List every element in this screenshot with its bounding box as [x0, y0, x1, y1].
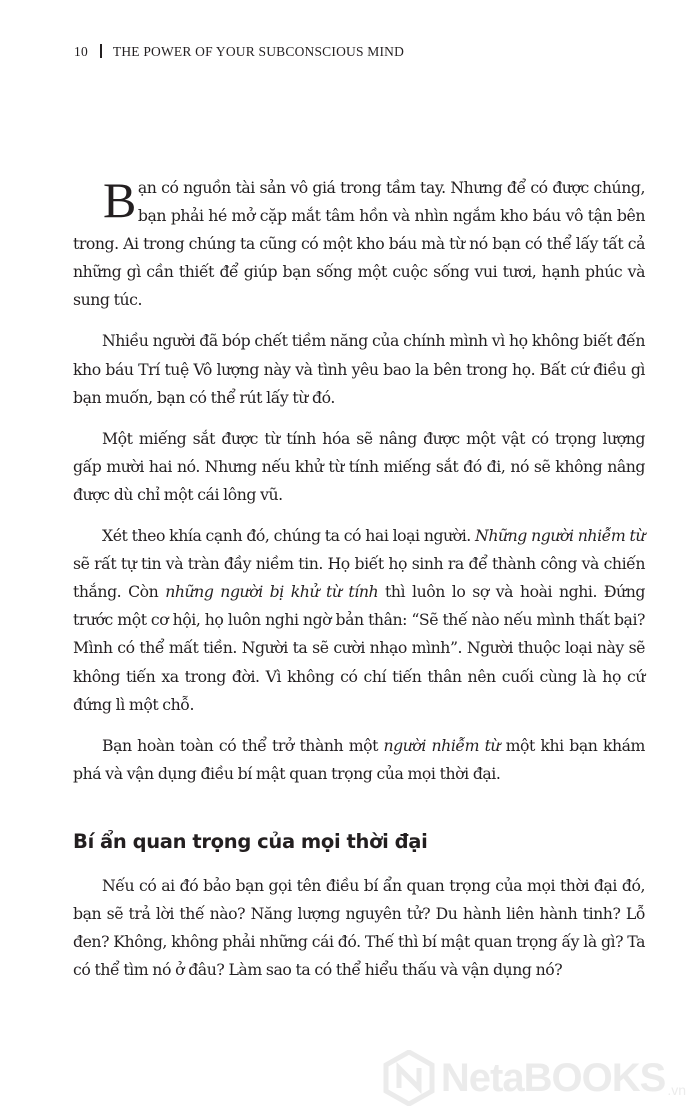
paragraph-5-text-a: Bạn hoàn toàn có thể trở thành một: [102, 735, 384, 755]
paragraph-5: [73, 732, 645, 788]
page-body: [73, 174, 645, 997]
drop-cap: B: [103, 172, 136, 228]
term-demagnetized-people: những người bị khử từ tính: [165, 582, 379, 602]
term-magnetized-person: người nhiễm từ: [383, 735, 501, 755]
watermark-brand: NetaBOOKS: [440, 1055, 666, 1100]
paragraph-4-text-e: thì luôn lo sợ và hoài nghi. Đứng trước một cơ hội, họ luôn nghi ngờ bản thân: “Sẽ thế nào nếu mình thất bại? Mình có thể mất tiền. Người ta sẽ cười nhạo mình”. Người thuộc loại này sẽ không tiến xa trong đời. Vì không có chí tiến thân nên cuối cùng là họ cứ đứng lì một chỗ.: [73, 582, 645, 714]
section-heading: Bí ẩn quan trọng của mọi thời đại: [73, 829, 428, 853]
watermark-suffix: .vn: [667, 1082, 686, 1098]
paragraph-4: [73, 522, 645, 719]
paragraph-4-text-a: Xét theo khía cạnh đó, chúng ta có hai loại người.: [102, 526, 476, 546]
book-title: THE POWER OF YOUR SUBCONSCIOUS MIND: [112, 44, 405, 59]
paragraph-4-text-c: sẽ rất tự tin và tràn đầy niềm tin. Họ biết họ sinh ra để thành công và chiến thắng. Còn: [73, 554, 645, 602]
term-magnetized-people: Những người nhiễm từ: [475, 526, 645, 546]
header-separator: [100, 44, 102, 58]
paragraph-1: [73, 174, 645, 314]
paragraph-1-text: ạn có nguồn tài sản vô giá trong tầm tay. Nhưng để có được chúng, bạn phải hé mở cặp mắt tâm hồn và nhìn ngắm kho báu vô tận bên trong. Ai trong chúng ta cũng có một kho báu mà từ nó bạn có thể lấy tất cả những gì cần thiết để giúp bạn sống một cuộc sống vui tươi, hạnh phúc và sung túc.: [73, 178, 645, 310]
paragraph-5-text-c: một khi bạn khám phá và vận dụng điều bí mật quan trọng của mọi thời đại.: [73, 735, 645, 783]
page-number: 10: [74, 44, 88, 59]
paragraph-3: Một miếng sắt được từ tính hóa sẽ nâng được một vật có trọng lượng gấp mười hai nó. Nhưng nếu khử từ tính miếng sắt đó đi, nó sẽ không nâng được dù chỉ một cái lông vũ.: [73, 428, 645, 504]
running-header: [74, 44, 404, 60]
paragraph-2: Nhiều người đã bóp chết tiềm năng của chính mình vì họ không biết đến kho báu Trí tuệ Vô lượng này và tình yêu bao la bên trong họ. Bất cứ điều gì bạn muốn, bạn có thể rút lấy từ đó.: [73, 331, 645, 407]
paragraph-6: Nếu có ai đó bảo bạn gọi tên điều bí ẩn quan trọng của mọi thời đại đó, bạn sẽ trả lời thế nào? Năng lượng nguyên tử? Du hành liên hành tinh? Lỗ đen? Không, không phải những cái đó. Thế thì bí mật quan trọng ấy là gì? Ta có thể tìm nó ở đâu? Làm sao ta có thể hiểu thấu và vận dụng nó?: [73, 875, 645, 980]
netabooks-logo-icon: [383, 1050, 435, 1106]
watermark: [383, 1050, 686, 1106]
